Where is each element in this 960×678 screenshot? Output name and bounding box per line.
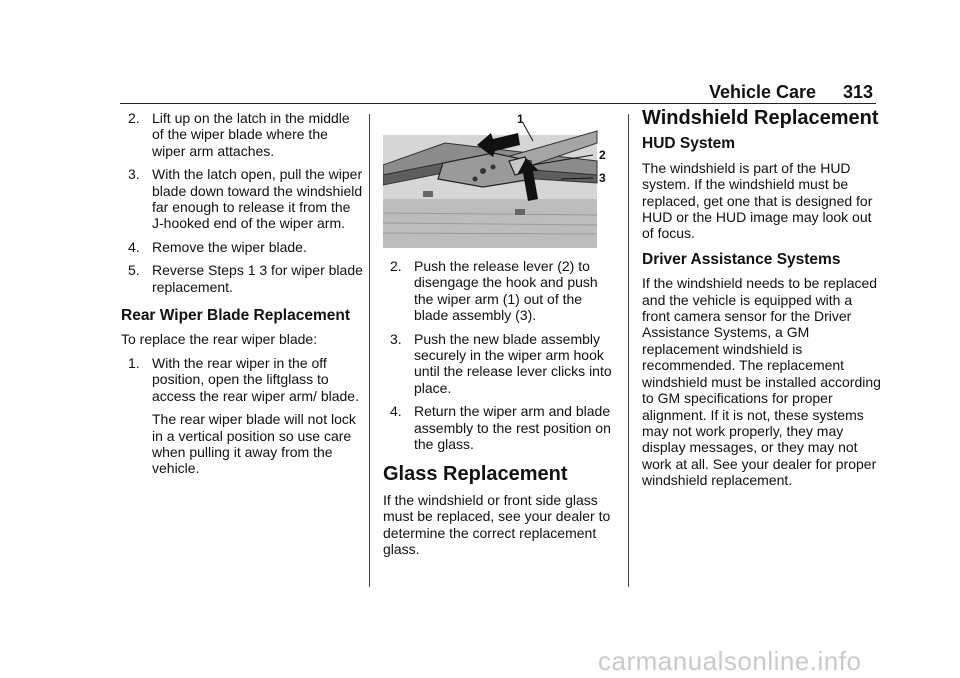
callout-3: 3 [599, 171, 606, 185]
step-item: 2. Push the release lever (2) to disengage the hook and push the wiper arm (1) out of the blade assembly (3). [390, 258, 598, 324]
rear-steps [121, 355, 363, 404]
hud-text: The windshield is part of the HUD system. If the windshield must be replaced, get one that is designed for HUD or the HUD image may look out of focus. [642, 159, 873, 242]
callout-1: 1 [517, 113, 524, 126]
section-title: Vehicle Care [709, 82, 817, 102]
step-item: 3. With the latch open, pull the wiper blade down toward the windshield far enough to release it from the J-hooked end of the wiper arm. [128, 166, 363, 232]
blade-steps [383, 258, 619, 452]
rear-wiper-heading: Rear Wiper Blade Replacement [121, 307, 350, 325]
step-item: 3. Push the new blade assembly securely in the wiper arm hook until the release lever clicks into place. [390, 330, 612, 396]
rear-intro: To replace the rear wiper blade: [121, 331, 318, 348]
watermark: carmanualsonline.info [598, 646, 862, 676]
callout-2: 2 [599, 148, 606, 162]
das-heading: Driver Assistance Systems [642, 250, 841, 268]
page-number: 313 [843, 82, 874, 102]
column-divider-1 [369, 114, 370, 587]
rear-note: The rear wiper blade will not lock in a vertical position so use care when pulling it away from the vehicle. [152, 411, 356, 477]
wiper-steps [121, 110, 363, 295]
glass-replacement-text: If the windshield or front side glass must be replaced, see your dealer to determine the correct replacement glass. [383, 491, 611, 558]
glass-replacement-heading: Glass Replacement [383, 463, 568, 486]
wiper-blade-diagram [383, 113, 613, 248]
hud-heading: HUD System [642, 135, 736, 153]
column-left [121, 110, 363, 484]
column-divider-2 [628, 114, 629, 587]
windshield-replacement-heading: Windshield Replacement [642, 107, 879, 129]
step-item: 4. Return the wiper arm and blade assembly to the rest position on the glass. [390, 403, 611, 453]
column-middle [383, 258, 619, 565]
step-item: 5. Reverse Steps 1 3 for wiper blade replacement. [128, 262, 363, 295]
step-item: 2. Lift up on the latch in the middle of the wiper blade where the wiper arm attaches. [128, 110, 350, 159]
das-text: If the windshield needs to be replaced and the vehicle is equipped with a front camera sensor for the Driver Assistance Systems, a GM replacement windshield is recommended. The replacement windshield must be installed according to GM specifications for proper alignment. If it is not, these systems may not work properly, they may display messages, or they may not work at all. See your dealer for proper windshield replacement. [642, 275, 881, 489]
header-rule [120, 103, 876, 104]
step-item: 4. Remove the wiper blade. [128, 238, 307, 255]
step-item: 1. With the rear wiper in the off position, open the liftglass to access the rear wiper arm/ blade. [128, 354, 359, 404]
column-right [642, 107, 882, 496]
wiper-illustration [383, 113, 613, 248]
